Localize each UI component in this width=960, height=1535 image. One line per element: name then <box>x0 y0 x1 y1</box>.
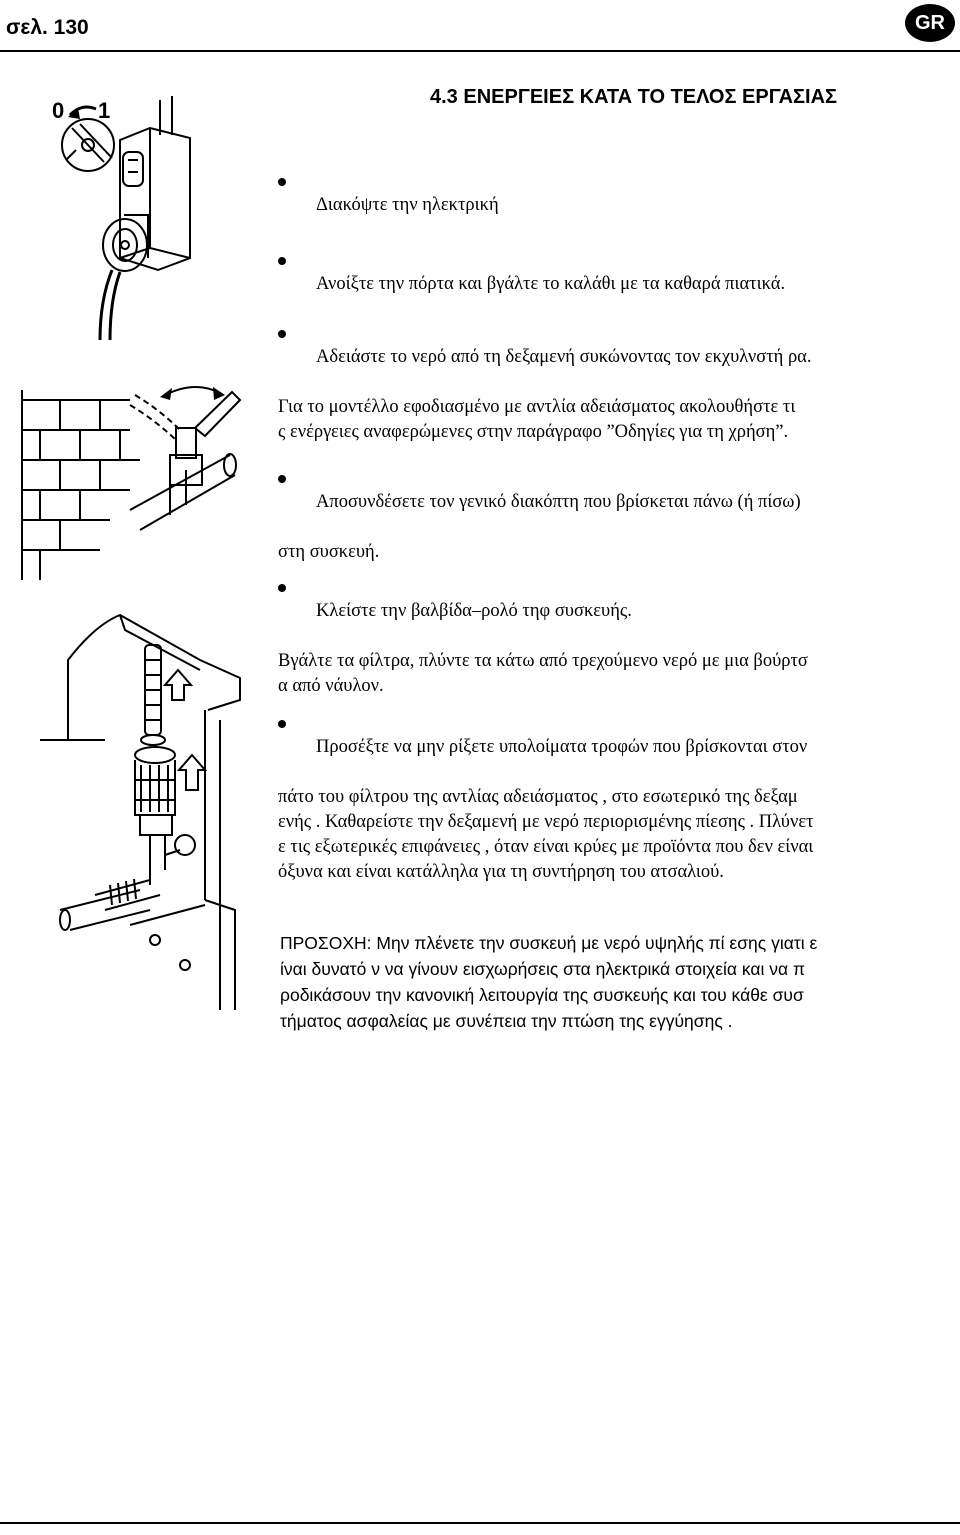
instruction-3-first-line: Αδειάστε το νερό από τη δεξαμενή συκώνοντας τον εκχυλνστή ρα. <box>316 347 812 367</box>
main-switch-illustration <box>52 96 190 340</box>
instruction-4-rest: στη συσκευή. <box>278 542 380 562</box>
filter-illustration <box>40 615 240 1010</box>
instruction-3-rest: Για το μοντέλλο εφοδιασμένο με αντλία αδειάσματος ακολουθήστε τι ς ενέργειες αναφερώμενες στην παράγραφο ”Οδηγίες για τη χρήση”. <box>278 397 796 442</box>
warning-note: ΠΡΟΣΟΧΗ: Μην πλένετε την συσκευή με νερό υψηλής πί εσης γιατι ε ίναι δυνατό ν να γίνουν εισχωρήσεις στα ηλεκτρικά στοιχεία και να π ροδικάσουν την κανονική λειτουργία της συσκευής και του κάθε συσ τήματος ασφαλείας με συνέπεια την πτώση της εγγύησης . <box>280 933 818 1031</box>
switch-on-label: 1 <box>98 98 111 123</box>
instruction-4-first-line: Αποσυνδέσετε τον γενικό διακόπτη που βρίσκεται πάνω (ή πίσω) <box>316 492 801 512</box>
language-badge: GR <box>905 4 955 42</box>
instruction-2-text: Ανοίξτε την πόρτα και βγάλτε το καλάθι με τα καθαρά πιατικά. <box>316 274 786 294</box>
switch-off-label: 0 <box>52 98 65 123</box>
instruction-5-rest: Βγάλτε τα φίλτρα, πλύντε τα κάτω από τρεχούμενο νερό με μια βούρτσ α από νάυλον. <box>278 651 808 696</box>
instruction-6-first-line: Προσέξτε να μην ρίξετε υπολοίματα τροφών που βρίσκονται στον <box>316 737 808 757</box>
instruction-5-first-line: Κλείστε την βαλβίδα–ρολό τηφ συσκευής. <box>316 601 632 621</box>
page-number: σελ. 130 <box>6 16 89 39</box>
section-title: 4.3 ΕΝΕΡΓΕΙΕΣ ΚΑΤΑ ΤΟ ΤΕΛΟΣ ΕΡΓΑΣΙΑΣ <box>430 86 838 108</box>
instruction-6-rest: πάτο του φίλτρου της αντλίας αδειάσματος , στο εσωτερικό της δεξαμ ενής . Καθαρείστε την δεξαμενή με νερό περιορισμένης πίεσης . Πλύνετ ε τις εξωτερικές επιφάνειες , όταν είναι κρύες με προϊόντα που δεν είναι όξυνα και είναι κατάλληλα για τη συντήρηση του ατσαλιού. <box>278 787 814 882</box>
instruction-1-text: Διακόψτε την ηλεκτρική <box>316 195 499 215</box>
drain-valve-illustration <box>22 387 240 580</box>
